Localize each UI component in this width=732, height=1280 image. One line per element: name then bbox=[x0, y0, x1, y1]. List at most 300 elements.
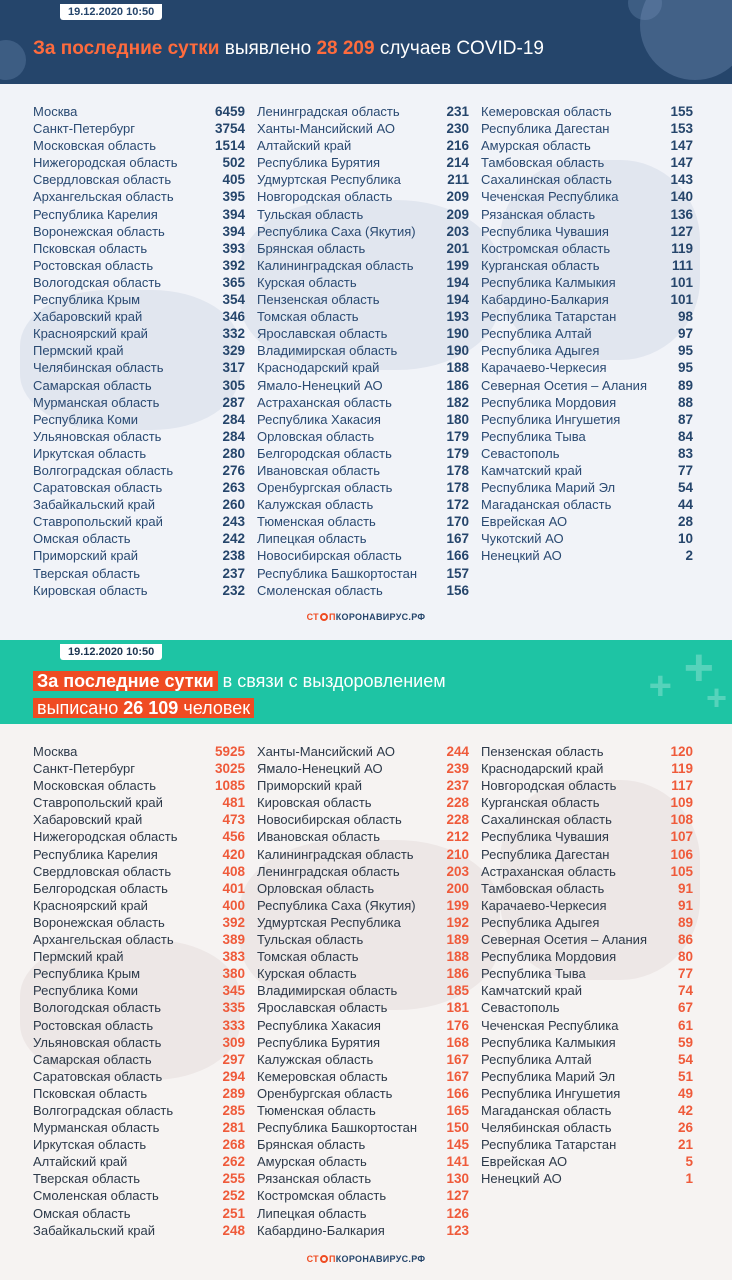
region-name: Оренбургская область bbox=[257, 480, 393, 496]
region-name: Московская область bbox=[33, 138, 157, 154]
region-value: 263 bbox=[222, 480, 245, 496]
stopcoronavirus-logo bbox=[0, 1254, 732, 1264]
region-value: 248 bbox=[222, 1222, 245, 1238]
region-value: 473 bbox=[222, 812, 245, 828]
region-name: Нижегородская область bbox=[33, 155, 178, 171]
region-name: Кемеровская область bbox=[481, 104, 612, 119]
table-row bbox=[481, 1018, 693, 1035]
region-name: Краснодарский край bbox=[481, 761, 604, 777]
logo-circle-icon bbox=[320, 613, 328, 621]
table-row bbox=[481, 326, 693, 343]
region-name: Приморский край bbox=[257, 778, 362, 794]
region-name: Томская область bbox=[257, 309, 359, 325]
table-row bbox=[33, 292, 245, 309]
region-name: Еврейская АО bbox=[481, 1154, 568, 1170]
table-row bbox=[257, 583, 469, 600]
region-name: Тверская область bbox=[33, 1171, 141, 1187]
region-name: Тульская область bbox=[257, 206, 364, 222]
table-row bbox=[33, 812, 245, 829]
region-value: 42 bbox=[677, 1102, 693, 1118]
region-name: Забайкальский край bbox=[33, 497, 156, 513]
region-value: 77 bbox=[677, 966, 693, 982]
region-name: Омская область bbox=[33, 531, 131, 547]
region-name: Республика Дагестан bbox=[481, 846, 610, 862]
table-row bbox=[481, 881, 693, 898]
region-value: 209 bbox=[446, 189, 469, 205]
table-row bbox=[33, 412, 245, 429]
table-row bbox=[481, 1103, 693, 1120]
region-name: Саратовская область bbox=[33, 480, 163, 496]
cases-headline-tail: случаев COVID-19 bbox=[374, 38, 544, 59]
region-value: 228 bbox=[446, 795, 469, 811]
table-row bbox=[33, 915, 245, 932]
region-name: Архангельская область bbox=[33, 189, 174, 205]
region-name: Курская область bbox=[257, 966, 357, 982]
region-value: 2 bbox=[685, 548, 693, 564]
region-value: 89 bbox=[677, 377, 693, 393]
region-value: 91 bbox=[677, 897, 693, 913]
region-value: 188 bbox=[446, 949, 469, 965]
table-row bbox=[257, 915, 469, 932]
region-value: 317 bbox=[222, 360, 245, 376]
recovered-headline-box bbox=[33, 698, 254, 718]
region-name: Ленинградская область bbox=[257, 104, 400, 119]
table-row bbox=[481, 189, 693, 206]
region-value: 252 bbox=[222, 1188, 245, 1204]
table-row bbox=[257, 275, 469, 292]
region-value: 178 bbox=[446, 462, 469, 478]
region-name: Кировская область bbox=[33, 582, 148, 598]
region-value: 238 bbox=[222, 548, 245, 564]
region-name: Республика Мордовия bbox=[481, 394, 617, 410]
table-row bbox=[33, 949, 245, 966]
table-row bbox=[257, 121, 469, 138]
table-row bbox=[257, 1154, 469, 1171]
table-row bbox=[481, 309, 693, 326]
region-name: Новгородская область bbox=[481, 778, 617, 794]
region-value: 297 bbox=[222, 1051, 245, 1067]
table-row bbox=[481, 480, 693, 497]
table-row bbox=[257, 241, 469, 258]
virus-decoration-icon bbox=[0, 40, 26, 80]
logo-text-domain: КОРОНАВИРУС.РФ bbox=[335, 612, 426, 622]
region-name: Хабаровский край bbox=[33, 309, 143, 325]
region-value: 167 bbox=[446, 1068, 469, 1084]
region-value: 54 bbox=[677, 480, 693, 496]
table-row bbox=[481, 1035, 693, 1052]
region-name: Алтайский край bbox=[33, 1154, 128, 1170]
table-row bbox=[33, 172, 245, 189]
table-row bbox=[33, 898, 245, 915]
region-name: Забайкальский край bbox=[33, 1222, 156, 1238]
region-value: 335 bbox=[222, 1000, 245, 1016]
region-name: Республика Мордовия bbox=[481, 949, 617, 965]
table-row bbox=[257, 949, 469, 966]
region-value: 179 bbox=[446, 428, 469, 444]
table-row bbox=[481, 292, 693, 309]
table-row bbox=[257, 104, 469, 121]
region-name: Ростовская область bbox=[33, 257, 154, 273]
table-row bbox=[257, 1069, 469, 1086]
region-value: 126 bbox=[446, 1205, 469, 1221]
region-value: 108 bbox=[670, 812, 693, 828]
region-name: Оренбургская область bbox=[257, 1085, 393, 1101]
region-name: Курганская область bbox=[481, 795, 600, 811]
region-value: 393 bbox=[222, 240, 245, 256]
region-name: Республика Марий Эл bbox=[481, 480, 616, 496]
region-value: 190 bbox=[446, 343, 469, 359]
table-row bbox=[33, 480, 245, 497]
table-row bbox=[481, 463, 693, 480]
table-row bbox=[33, 497, 245, 514]
table-row bbox=[33, 1086, 245, 1103]
table-row bbox=[481, 761, 693, 778]
table-row bbox=[33, 1120, 245, 1137]
region-name: Иркутская область bbox=[33, 1137, 147, 1153]
region-name: Астраханская область bbox=[481, 863, 616, 879]
table-row bbox=[33, 514, 245, 531]
region-name: Республика Чувашия bbox=[481, 223, 609, 239]
table-row bbox=[33, 1223, 245, 1240]
region-value: 127 bbox=[446, 1188, 469, 1204]
table-row bbox=[33, 326, 245, 343]
region-name: Архангельская область bbox=[33, 932, 174, 948]
region-name: Республика Карелия bbox=[33, 846, 158, 862]
table-row bbox=[257, 1188, 469, 1205]
region-value: 80 bbox=[677, 949, 693, 965]
region-value: 59 bbox=[677, 1034, 693, 1050]
table-row bbox=[481, 378, 693, 395]
region-name: Ивановская область bbox=[257, 829, 380, 845]
region-value: 194 bbox=[446, 292, 469, 308]
region-name: Карачаево-Черкесия bbox=[481, 360, 607, 376]
region-name: Псковская область bbox=[33, 240, 148, 256]
region-value: 332 bbox=[222, 326, 245, 342]
region-value: 190 bbox=[446, 326, 469, 342]
region-value: 54 bbox=[677, 1051, 693, 1067]
table-row bbox=[481, 949, 693, 966]
table-row bbox=[257, 172, 469, 189]
region-value: 294 bbox=[222, 1068, 245, 1084]
region-name: Самарская область bbox=[33, 377, 152, 393]
region-value: 380 bbox=[222, 966, 245, 982]
region-name: Республика Калмыкия bbox=[481, 274, 616, 290]
region-name: Новосибирская область bbox=[257, 812, 402, 828]
region-value: 502 bbox=[222, 155, 245, 171]
region-name: Кабардино-Балкария bbox=[481, 292, 609, 308]
region-value: 178 bbox=[446, 480, 469, 496]
table-row bbox=[33, 1103, 245, 1120]
table-row bbox=[33, 778, 245, 795]
region-name: Удмуртская Республика bbox=[257, 172, 401, 188]
region-value: 228 bbox=[446, 812, 469, 828]
region-value: 280 bbox=[222, 445, 245, 461]
table-row bbox=[481, 360, 693, 377]
region-value: 285 bbox=[222, 1102, 245, 1118]
table-row bbox=[481, 343, 693, 360]
region-value: 141 bbox=[446, 1154, 469, 1170]
table-row bbox=[33, 463, 245, 480]
region-value: 392 bbox=[222, 257, 245, 273]
table-row bbox=[481, 531, 693, 548]
region-value: 109 bbox=[670, 795, 693, 811]
region-value: 284 bbox=[222, 428, 245, 444]
table-row bbox=[33, 1018, 245, 1035]
region-value: 172 bbox=[446, 497, 469, 513]
region-name: Пензенская область bbox=[257, 292, 380, 308]
region-value: 44 bbox=[677, 497, 693, 513]
region-value: 166 bbox=[446, 548, 469, 564]
region-name: Ульяновская область bbox=[33, 428, 162, 444]
table-row bbox=[481, 548, 693, 565]
table-row bbox=[481, 898, 693, 915]
region-value: 420 bbox=[222, 846, 245, 862]
region-value: 91 bbox=[677, 880, 693, 896]
region-name: Сахалинская область bbox=[481, 172, 612, 188]
region-value: 143 bbox=[670, 172, 693, 188]
table-row bbox=[33, 189, 245, 206]
region-value: 167 bbox=[446, 531, 469, 547]
table-row bbox=[33, 864, 245, 881]
table-row bbox=[257, 138, 469, 155]
region-value: 201 bbox=[446, 240, 469, 256]
table-row bbox=[481, 1086, 693, 1103]
region-value: 26 bbox=[677, 1120, 693, 1136]
logo-text-domain: КОРОНАВИРУС.РФ bbox=[335, 1254, 426, 1264]
region-name: Орловская область bbox=[257, 428, 375, 444]
table-row bbox=[257, 847, 469, 864]
region-name: Мурманская область bbox=[33, 1120, 160, 1136]
table-row bbox=[33, 395, 245, 412]
region-value: 157 bbox=[446, 565, 469, 581]
table-row bbox=[257, 1052, 469, 1069]
region-value: 394 bbox=[222, 223, 245, 239]
table-row bbox=[33, 241, 245, 258]
recovered-headline-lead: За последние сутки bbox=[33, 671, 218, 691]
region-value: 105 bbox=[670, 863, 693, 879]
region-value: 211 bbox=[447, 172, 469, 188]
region-value: 287 bbox=[222, 394, 245, 410]
region-value: 346 bbox=[222, 309, 245, 325]
region-value: 120 bbox=[670, 744, 693, 759]
region-name: Курганская область bbox=[481, 257, 600, 273]
recovered-date: 19.12.2020 10:50 bbox=[60, 644, 162, 660]
region-name: Кировская область bbox=[257, 795, 372, 811]
region-name: Республика Саха (Якутия) bbox=[257, 897, 416, 913]
table-row bbox=[33, 104, 245, 121]
table-row bbox=[481, 829, 693, 846]
table-row bbox=[33, 983, 245, 1000]
region-value: 49 bbox=[677, 1085, 693, 1101]
region-name: Владимирская область bbox=[257, 343, 398, 359]
region-name: Республика Тыва bbox=[481, 428, 586, 444]
table-row bbox=[257, 881, 469, 898]
table-row bbox=[257, 446, 469, 463]
region-value: 77 bbox=[677, 462, 693, 478]
region-name: Республика Бурятия bbox=[257, 1034, 381, 1050]
region-value: 74 bbox=[677, 983, 693, 999]
region-name: Пермский край bbox=[33, 343, 124, 359]
cases-headline-number: 28 209 bbox=[316, 38, 375, 59]
region-name: Самарская область bbox=[33, 1051, 152, 1067]
region-name: Чеченская Республика bbox=[481, 1017, 619, 1033]
region-name: Республика Татарстан bbox=[481, 309, 617, 325]
region-name: Омская область bbox=[33, 1205, 131, 1221]
region-name: Ненецкий АО bbox=[481, 1171, 562, 1187]
region-value: 88 bbox=[677, 394, 693, 410]
region-value: 456 bbox=[222, 829, 245, 845]
region-name: Амурская область bbox=[481, 138, 591, 154]
region-name: Мурманская область bbox=[33, 394, 160, 410]
logo-text-p: П bbox=[328, 612, 336, 622]
table-row bbox=[257, 1223, 469, 1240]
region-name: Брянская область bbox=[257, 1137, 366, 1153]
table-row bbox=[33, 847, 245, 864]
region-name: Волгоградская область bbox=[33, 1102, 174, 1118]
region-value: 168 bbox=[446, 1034, 469, 1050]
region-value: 237 bbox=[222, 565, 245, 581]
region-name: Ямало-Ненецкий АО bbox=[257, 377, 383, 393]
region-value: 230 bbox=[446, 121, 469, 137]
region-name: Чеченская Республика bbox=[481, 189, 619, 205]
region-name: Республика Хакасия bbox=[257, 411, 381, 427]
table-row bbox=[33, 309, 245, 326]
region-name: Астраханская область bbox=[257, 394, 392, 410]
table-row bbox=[257, 778, 469, 795]
region-value: 289 bbox=[222, 1085, 245, 1101]
table-row bbox=[481, 1171, 693, 1188]
region-value: 10 bbox=[677, 531, 693, 547]
table-row bbox=[481, 795, 693, 812]
region-name: Краснодарский край bbox=[257, 360, 380, 376]
region-name: Красноярский край bbox=[33, 897, 148, 913]
table-row bbox=[257, 983, 469, 1000]
region-name: Свердловская область bbox=[33, 863, 172, 879]
region-name: Тамбовская область bbox=[481, 155, 605, 171]
region-name: Республика Хакасия bbox=[257, 1017, 381, 1033]
region-name: Республика Башкортостан bbox=[257, 565, 417, 581]
table-row bbox=[33, 155, 245, 172]
region-name: Карачаево-Черкесия bbox=[481, 897, 607, 913]
region-name: Республика Адыгея bbox=[481, 343, 600, 359]
table-row bbox=[33, 429, 245, 446]
table-row bbox=[257, 309, 469, 326]
region-name: Калужская область bbox=[257, 1051, 374, 1067]
region-value: 123 bbox=[446, 1222, 469, 1238]
region-name: Республика Алтай bbox=[481, 326, 592, 342]
region-value: 1514 bbox=[214, 138, 245, 154]
recovered-column-1 bbox=[33, 744, 245, 1240]
region-value: 394 bbox=[222, 206, 245, 222]
region-value: 408 bbox=[222, 863, 245, 879]
table-row bbox=[257, 531, 469, 548]
region-value: 87 bbox=[677, 411, 693, 427]
table-row bbox=[33, 360, 245, 377]
region-value: 179 bbox=[446, 445, 469, 461]
region-value: 193 bbox=[446, 309, 469, 325]
table-row bbox=[481, 1137, 693, 1154]
table-row bbox=[481, 1120, 693, 1137]
region-value: 203 bbox=[446, 223, 469, 239]
table-row bbox=[481, 275, 693, 292]
region-value: 170 bbox=[446, 514, 469, 530]
plus-decoration-icon: + bbox=[683, 640, 714, 697]
region-name: Челябинская область bbox=[481, 1120, 612, 1136]
region-value: 199 bbox=[446, 257, 469, 273]
region-name: Ставропольский край bbox=[33, 795, 163, 811]
region-name: Ханты-Мансийский АО bbox=[257, 121, 395, 137]
plus-decoration-icon: + bbox=[648, 664, 672, 708]
table-row bbox=[481, 983, 693, 1000]
table-row bbox=[33, 531, 245, 548]
region-name: Воронежская область bbox=[33, 914, 165, 930]
region-value: 153 bbox=[670, 121, 693, 137]
table-row bbox=[257, 343, 469, 360]
region-value: 155 bbox=[670, 104, 693, 119]
region-name: Республика Калмыкия bbox=[481, 1034, 616, 1050]
region-name: Новгородская область bbox=[257, 189, 393, 205]
region-value: 243 bbox=[222, 514, 245, 530]
region-name: Ростовская область bbox=[33, 1017, 154, 1033]
region-value: 210 bbox=[446, 846, 469, 862]
region-value: 232 bbox=[222, 582, 245, 598]
table-row bbox=[481, 241, 693, 258]
region-name: Северная Осетия – Алания bbox=[481, 377, 647, 393]
table-row bbox=[257, 258, 469, 275]
table-row bbox=[33, 1188, 245, 1205]
cases-column-3 bbox=[481, 104, 693, 566]
region-value: 83 bbox=[677, 445, 693, 461]
region-name: Тульская область bbox=[257, 932, 364, 948]
table-row bbox=[257, 829, 469, 846]
region-name: Республика Адыгея bbox=[481, 914, 600, 930]
recovered-headline-discharged: выписано bbox=[37, 698, 124, 718]
region-value: 119 bbox=[671, 240, 693, 256]
logo-text-st: СТ bbox=[306, 612, 319, 622]
table-row bbox=[257, 566, 469, 583]
region-name: Республика Алтай bbox=[481, 1051, 592, 1067]
region-name: Смоленская область bbox=[33, 1188, 159, 1204]
table-row bbox=[257, 378, 469, 395]
region-value: 199 bbox=[446, 897, 469, 913]
plus-decoration-icon: + bbox=[705, 677, 727, 718]
table-row bbox=[257, 224, 469, 241]
region-value: 333 bbox=[222, 1017, 245, 1033]
recovered-headline-mid: в связи с выздоровлением bbox=[217, 671, 446, 691]
table-row bbox=[33, 138, 245, 155]
region-name: Хабаровский край bbox=[33, 812, 143, 828]
region-name: Республика Ингушетия bbox=[481, 1085, 621, 1101]
region-value: 260 bbox=[222, 497, 245, 513]
region-value: 401 bbox=[222, 880, 245, 896]
region-value: 345 bbox=[222, 983, 245, 999]
cases-date: 19.12.2020 10:50 bbox=[60, 4, 162, 20]
table-row bbox=[257, 932, 469, 949]
region-value: 101 bbox=[670, 274, 693, 290]
table-row bbox=[257, 412, 469, 429]
table-row bbox=[33, 566, 245, 583]
region-value: 86 bbox=[677, 932, 693, 948]
region-value: 309 bbox=[222, 1034, 245, 1050]
table-row bbox=[257, 1137, 469, 1154]
region-name: Челябинская область bbox=[33, 360, 164, 376]
table-row bbox=[33, 1052, 245, 1069]
table-row bbox=[33, 1035, 245, 1052]
region-value: 3754 bbox=[214, 121, 245, 137]
region-value: 150 bbox=[446, 1120, 469, 1136]
table-row bbox=[33, 446, 245, 463]
region-name: Нижегородская область bbox=[33, 829, 178, 845]
